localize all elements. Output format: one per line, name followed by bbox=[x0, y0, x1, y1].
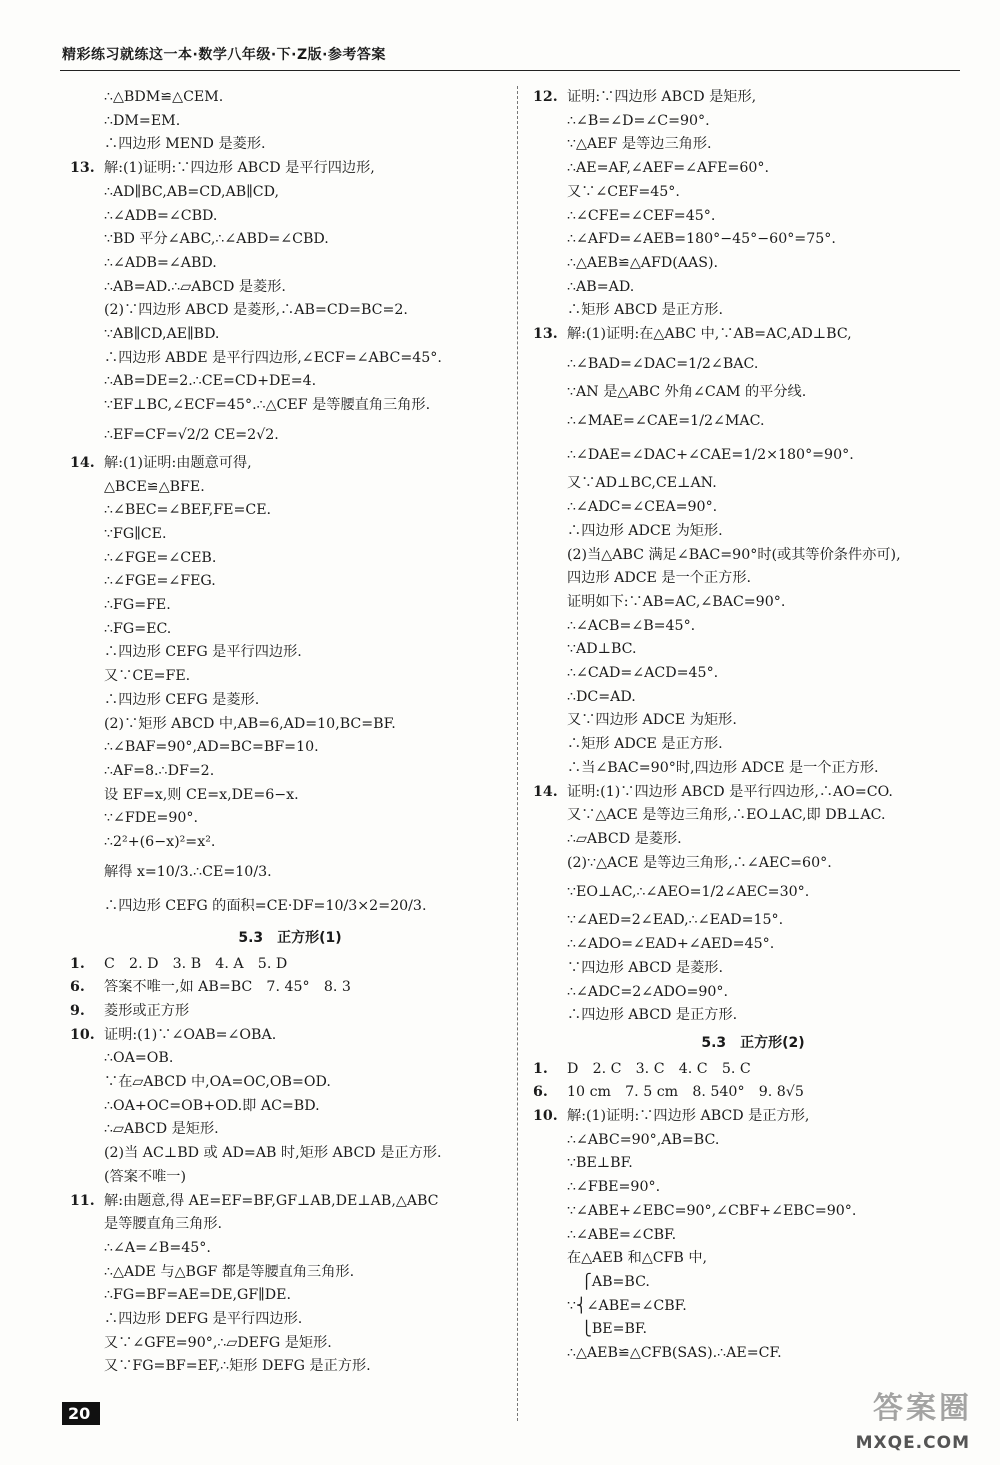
answer-line: 证明如下:∵AB=AC,∠BAC=90°. bbox=[567, 593, 786, 610]
answer-line: ⎩BE=BF. bbox=[567, 1321, 648, 1338]
answer-line: ∴∠MAE=∠CAE=1/2∠MAC. bbox=[567, 413, 765, 430]
answer-line: ∴△AEB≌△AFD(AAS). bbox=[567, 254, 719, 271]
question-line bbox=[533, 1081, 973, 1105]
answer-line: △BCE≌△BFE. bbox=[104, 478, 205, 495]
question-line bbox=[70, 452, 510, 476]
answer-line: (2)当△ABC 满足∠BAC=90°时(或其等价条件亦可), bbox=[567, 546, 901, 563]
answer-line: ∴矩形 ABCD 是正方形. bbox=[567, 302, 724, 319]
answer-text: C 2. D 3. B 4. A 5. D bbox=[104, 955, 288, 972]
right-column bbox=[533, 86, 973, 1366]
answer-line: ∴四边形 ADCE 为矩形. bbox=[567, 522, 723, 539]
answer-text: 解:(1)证明:∵四边形 ABCD 是正方形, bbox=[567, 1108, 810, 1125]
answer-line: ∴DM=EM. bbox=[104, 112, 181, 129]
answer-line: ∴∠BEC=∠BEF,FE=CE. bbox=[104, 502, 272, 519]
answer-line: ∴∠BAD=∠DAC=1/2∠BAC. bbox=[567, 355, 759, 372]
answer-line: ∵四边形 ABCD 是菱形. bbox=[567, 959, 724, 976]
answer-line: ∵在▱ABCD 中,OA=OC,OB=OD. bbox=[104, 1074, 331, 1091]
answer-line: ∴▱ABCD 是矩形. bbox=[104, 1121, 219, 1138]
question-number: 14. bbox=[533, 783, 558, 800]
answer-line: 四边形 ADCE 是一个正方形. bbox=[567, 570, 752, 587]
answer-line: ∴AB=DE=2.∴CE=CD+DE=4. bbox=[104, 373, 317, 390]
watermark-url: MXQE.COM bbox=[855, 1433, 970, 1453]
section-title: 5.3 正方形(2) bbox=[701, 1034, 805, 1051]
answer-line: (2)∵△ACE 是等边三角形,∴∠AEC=60°. bbox=[567, 854, 832, 871]
answer-line: ⎧AB=BC. bbox=[567, 1273, 650, 1290]
question-line bbox=[533, 1105, 973, 1129]
answer-line: ∴当∠BAC=90°时,四边形 ADCE 是一个正方形. bbox=[567, 759, 879, 776]
answer-line: 是等腰直角三角形. bbox=[104, 1216, 223, 1233]
answer-text: 菱形或正方形 bbox=[104, 1002, 190, 1019]
answer-line: ∵AB∥CD,AE∥BD. bbox=[104, 326, 220, 343]
answer-line: ∴DC=AD. bbox=[567, 688, 636, 705]
question-line bbox=[70, 1024, 510, 1048]
answer-line: 又∵∠CEF=45°. bbox=[567, 183, 680, 200]
answer-line: ∴∠BAF=90°,AD=BC=BF=10. bbox=[104, 739, 319, 756]
answer-line: 又∵FG=BF=EF,∴矩形 DEFG 是正方形. bbox=[104, 1358, 371, 1375]
answer-line: ∴∠FGE=∠FEG. bbox=[104, 573, 216, 590]
answer-line: ∴∠ABC=90°,AB=BC. bbox=[567, 1131, 720, 1148]
answer-line: ∴∠FGE=∠CEB. bbox=[104, 549, 217, 566]
answer-line: ∴∠ADC=2∠ADO=90°. bbox=[567, 983, 728, 1000]
question-line bbox=[70, 157, 510, 181]
answer-line: 又∵△ACE 是等边三角形,∴EO⊥AC,即 DB⊥AC. bbox=[567, 807, 886, 824]
answer-line: ∴2²+(6−x)²=x². bbox=[104, 834, 216, 851]
answer-line: 设 EF=x,则 CE=x,DE=6−x. bbox=[104, 786, 299, 803]
answer-text: 证明:(1)∵∠OAB=∠OBA. bbox=[104, 1026, 277, 1043]
answer-line: ∴AF=8.∴DF=2. bbox=[104, 762, 215, 779]
answer-text: 答案不唯一,如 AB=BC 7. 45° 8. 3 bbox=[104, 979, 351, 996]
answer-line: ∴四边形 CEFG 是平行四边形. bbox=[104, 644, 302, 661]
page-header: 精彩练习就练这一本·数学八年级·下·Z版·参考答案 bbox=[62, 47, 386, 63]
answer-text: 证明:(1)∵四边形 ABCD 是平行四边形,∴AO=CO. bbox=[567, 783, 893, 800]
answer-text: 证明:∵四边形 ABCD 是矩形, bbox=[567, 89, 757, 105]
answer-line: ∴FG=FE. bbox=[104, 597, 171, 614]
answer-text: 解:(1)证明:∵四边形 ABCD 是平行四边形, bbox=[104, 160, 375, 177]
question-number: 11. bbox=[70, 1192, 95, 1209]
column-divider bbox=[517, 86, 518, 1421]
question-number: 14. bbox=[70, 454, 95, 471]
answer-line: ∴∠B=∠D=∠C=90°. bbox=[567, 112, 710, 129]
question-number: 10. bbox=[533, 1108, 558, 1125]
question-number: 6. bbox=[70, 979, 85, 996]
answer-line: ∴▱ABCD 是菱形. bbox=[567, 830, 682, 847]
answer-text: D 2. C 3. C 4. C 5. C bbox=[567, 1060, 751, 1077]
question-number: 6. bbox=[533, 1084, 548, 1101]
answer-line: (2)∵四边形 ABCD 是菱形,∴AB=CD=BC=2. bbox=[104, 302, 408, 319]
watermark-logo: 答案圈 bbox=[873, 1391, 972, 1426]
answer-line: ∴AE=AF,∠AEF=∠AFE=60°. bbox=[567, 160, 770, 177]
question-line bbox=[533, 323, 973, 347]
answer-line: ∵EO⊥AC,∴∠AEO=1/2∠AEC=30°. bbox=[567, 884, 810, 901]
answer-line: ∴AB=AD. bbox=[567, 278, 635, 295]
question-number: 13. bbox=[70, 160, 95, 177]
question-line bbox=[533, 86, 973, 110]
answer-line: ∵⎨∠ABE=∠CBF. bbox=[567, 1297, 687, 1314]
question-number: 9. bbox=[70, 1002, 85, 1019]
question-line bbox=[533, 781, 973, 805]
question-number: 10. bbox=[70, 1026, 95, 1043]
answer-text: 解:(1)证明:在△ABC 中,∵AB=AC,AD⊥BC, bbox=[567, 326, 852, 343]
answer-line: ∵∠FDE=90°. bbox=[104, 810, 199, 827]
answer-line: ∴EF=CF=√2/2 CE=2√2. bbox=[104, 426, 279, 443]
answer-line: ∵BE⊥BF. bbox=[567, 1155, 633, 1172]
answer-line: ∵BD 平分∠ABC,∴∠ABD=∠CBD. bbox=[104, 231, 329, 248]
answer-line: ∴∠DAE=∠DAC+∠CAE=1/2×180°=90°. bbox=[567, 447, 854, 464]
answer-line: ∴FG=BF=AE=DE,GF∥DE. bbox=[104, 1287, 291, 1304]
question-number: 13. bbox=[533, 326, 558, 343]
answer-line: ∵∠AED=2∠EAD,∴∠EAD=15°. bbox=[567, 912, 784, 929]
answer-line: ∴FG=EC. bbox=[104, 620, 172, 637]
answer-line: ∴∠A=∠B=45°. bbox=[104, 1239, 211, 1256]
answer-line: ∴∠ADB=∠CBD. bbox=[104, 207, 218, 224]
answer-line: ∴四边形 CEFG 的面积=CE·DF=10/3×2=20/3. bbox=[104, 897, 427, 914]
answer-line: ∴∠CFE=∠CEF=45°. bbox=[567, 207, 716, 224]
answer-line: ∵∠ABE+∠EBC=90°,∠CBF+∠EBC=90°. bbox=[567, 1202, 857, 1219]
answer-line: ∴∠CAD=∠ACD=45°. bbox=[567, 665, 719, 682]
question-line bbox=[70, 1000, 510, 1024]
answer-line: ∴∠ADB=∠ABD. bbox=[104, 254, 217, 271]
question-line bbox=[70, 1190, 510, 1214]
answer-line: ∴四边形 CEFG 是菱形. bbox=[104, 691, 260, 708]
question-line bbox=[70, 953, 510, 977]
question-line bbox=[533, 1058, 973, 1082]
answer-line: 又∵AD⊥BC,CE⊥AN. bbox=[567, 475, 717, 492]
answer-line: (2)当 AC⊥BD 或 AD=AB 时,矩形 ABCD 是正方形. bbox=[104, 1145, 442, 1162]
answer-line: 又∵CE=FE. bbox=[104, 668, 191, 685]
answer-line: ∴OA+OC=OB+OD.即 AC=BD. bbox=[104, 1097, 320, 1114]
answer-line: 解得 x=10/3.∴CE=10/3. bbox=[104, 863, 272, 880]
answer-line: ∴∠ADO=∠EAD+∠AED=45°. bbox=[567, 936, 775, 953]
header-rule bbox=[60, 70, 960, 71]
answer-text: 解:由题意,得 AE=EF=BF,GF⊥AB,DE⊥AB,△ABC bbox=[104, 1192, 439, 1209]
answer-line: (答案不唯一) bbox=[104, 1168, 187, 1185]
answer-line: ∴矩形 ADCE 是正方形. bbox=[567, 736, 723, 753]
answer-line: ∴四边形 MEND 是菱形. bbox=[104, 136, 266, 153]
answer-line: 又∵∠GFE=90°,∴▱DEFG 是矩形. bbox=[104, 1334, 332, 1351]
answer-line: ∵FG∥CE. bbox=[104, 525, 167, 542]
question-line bbox=[70, 976, 510, 1000]
answer-line: 在△AEB 和△CFB 中, bbox=[567, 1250, 708, 1267]
answer-line: ∵AD⊥BC. bbox=[567, 641, 637, 658]
answer-text: 解:(1)证明:由题意可得, bbox=[104, 454, 252, 471]
answer-line: ∴∠ACB=∠B=45°. bbox=[567, 617, 696, 634]
answer-line: ∴四边形 ABDE 是平行四边形,∠ECF=∠ABC=45°. bbox=[104, 349, 442, 366]
answer-text: 10 cm 7. 5 cm 8. 540° 9. 8√5 bbox=[567, 1084, 804, 1101]
answer-line: ∵EF⊥BC,∠ECF=45°.∴△CEF 是等腰直角三角形. bbox=[104, 397, 431, 414]
question-number: 12. bbox=[533, 89, 558, 105]
answer-line: ∴△BDM≌△CEM. bbox=[104, 89, 224, 105]
answer-line: (2)∵矩形 ABCD 中,AB=6,AD=10,BC=BF. bbox=[104, 715, 396, 732]
left-column bbox=[70, 86, 510, 1379]
answer-line: 又∵四边形 ADCE 为矩形. bbox=[567, 712, 737, 729]
answer-line: ∴四边形 ABCD 是正方形. bbox=[567, 1007, 738, 1024]
answer-line: ∴△ADE 与△BGF 都是等腰直角三角形. bbox=[104, 1263, 355, 1280]
answer-line: ∴∠ABE=∠CBF. bbox=[567, 1226, 677, 1243]
answer-line: ∴∠AFD=∠AEB=180°−45°−60°=75°. bbox=[567, 231, 836, 248]
answer-line: ∴四边形 DEFG 是平行四边形. bbox=[104, 1311, 303, 1328]
answer-line: ∵△AEF 是等边三角形. bbox=[567, 136, 712, 153]
answer-line: ∴OA=OB. bbox=[104, 1050, 174, 1067]
section-title: 5.3 正方形(1) bbox=[238, 929, 342, 946]
answer-line: ∵AN 是△ABC 外角∠CAM 的平分线. bbox=[567, 383, 807, 400]
answer-line: ∴△AEB≌△CFB(SAS).∴AE=CF. bbox=[567, 1345, 782, 1362]
answer-line: ∴AB=AD.∴▱ABCD 是菱形. bbox=[104, 278, 286, 295]
question-number: 1. bbox=[70, 955, 85, 972]
answer-line: ∴∠FBE=90°. bbox=[567, 1179, 661, 1196]
answer-line: ∴∠ADC=∠CEA=90°. bbox=[567, 499, 718, 516]
page-number: 20 bbox=[62, 1402, 100, 1425]
question-number: 1. bbox=[533, 1060, 548, 1077]
answer-line: ∴AD∥BC,AB=CD,AB∥CD, bbox=[104, 183, 280, 200]
